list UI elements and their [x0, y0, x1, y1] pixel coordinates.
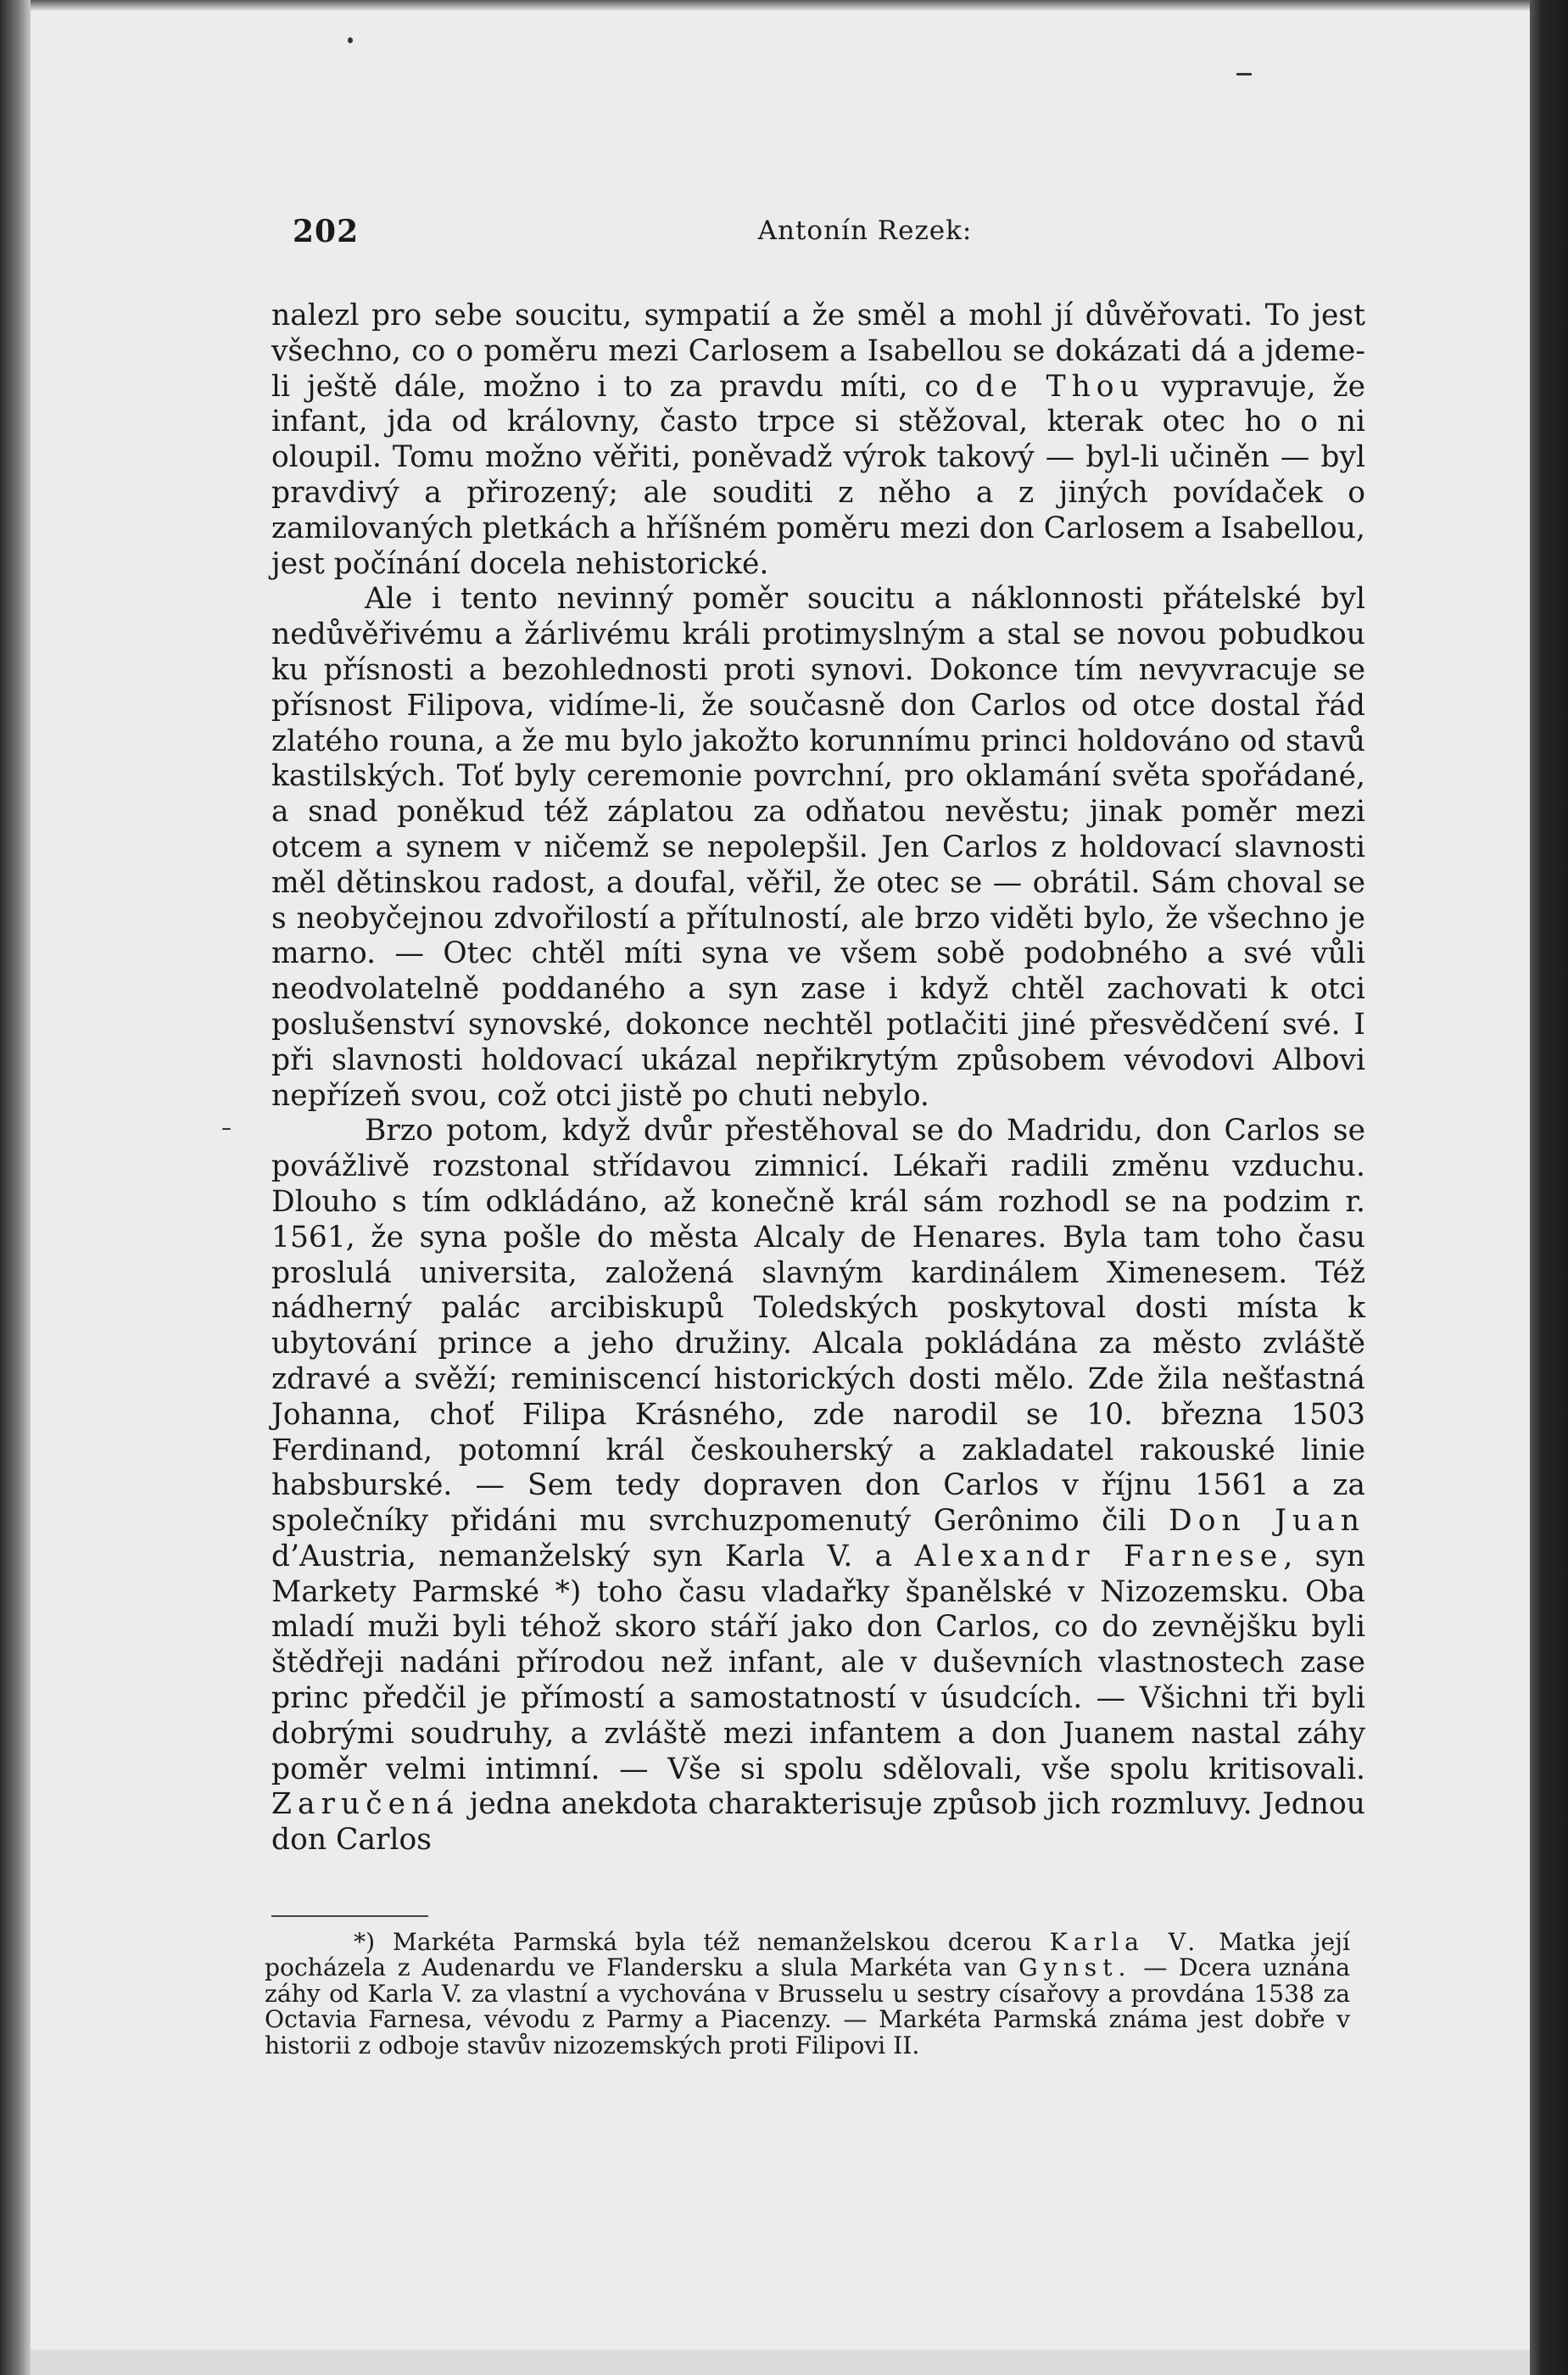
paragraph-text: Brzo potom, když dvůr přestěhoval se do Madridu, don Carlos se povážlivě rozstonal střídavou zimnicí. Lékaři radili změnu vzduchu. Dlouho s tím odkládáno, až konečně král sám rozhodl se na podzim r. 1561, že syna pošle do města Alcaly de Henares. Byla tam toho času proslulá universita, založená slavným kardinálem Ximenesem. Též nádherný palác arcibiskupů Toledských poskytoval dosti místa k ubytování prince a jeho družiny. Alcala pokládána za město zvláště zdravé a svěží; reminiscencí historických dosti mělo. Zde žila nešťastná Johanna, choť Filipa Krásného, zde narodil se 10. března 1503 Ferdinand, potomní král českouherský a zakladatel rakouské linie habsburské. — Sem tedy dopraven don Carlos v říjnu 1561 a za společníky přidáni mu svrchuzpomenutý Gerônimo čili [271, 1114, 1365, 1539]
spaced-name: Gynst. [1018, 1953, 1132, 1982]
spaced-name: Alexandr Farnese [914, 1539, 1284, 1573]
footnote [265, 1930, 1350, 2059]
running-title: Antonín Rezek: [757, 215, 973, 246]
paper-speck [348, 37, 353, 43]
spaced-name: Karla V. [1049, 1928, 1202, 1956]
scan-left-edge [0, 0, 31, 2375]
footnotes [265, 1930, 1350, 2059]
footnote-text: Matka její pocházela z Audenardu ve Flandersku a slula Markéta van [265, 1928, 1350, 1982]
spaced-emphasis: Zaručená [271, 1787, 460, 1822]
paragraph [271, 299, 1365, 582]
page-number: 202 [293, 214, 360, 249]
paragraph [271, 1114, 1365, 1858]
paragraph-text: nalezl pro sebe soucitu, sympatií a že směl a mohl jí důvěřovati. To jest všechno, co o poměru mezi Carlosem a Isabellou se dokázati dá a jdeme-li ještě dále, možno i to za pravdu míti, co [271, 299, 1365, 404]
paragraph: Ale i tento nevinný poměr soucitu a náklonnosti přátelské byl nedůvěřivému a žárlivému králi protimyslným a stal se novou pobudkou ku přísnosti a bezohlednosti proti synovi. Dokonce tím nevyvracuje se přísnost Filipova, vidíme-li, že současně don Carlos od otce dostal řád zlatého rouna, a že mu bylo jakožto korunnímu princi holdováno od stavů kastilských. Toť byly ceremonie povrchní, pro oklamání světa spořádané, a snad poněkud též záplatou za odňatou nevěstu; jinak poměr mezi otcem a synem v ničemž se nepolepšil. Jen Carlos z holdovací slavnosti měl dětinskou radost, a doufal, věřil, že otec se — obrátil. Sám choval se s neobyčejnou zdvořilostí a přítulností, ale brzo viděti bylo, že všechno je marno. — Otec chtěl míti syna ve všem sobě podobného a své vůli neodvolatelně poddaného a syn zase i když chtěl zachovati k otci poslušenství synovské, dokonce nechtěl potlačiti jiné přesvědčení své. I při slavnosti holdovací ukázal nepřikrytým způsobem vévodovi Albovi nepřízeň svou, což otci jistě po chuti nebylo. [271, 582, 1365, 1113]
footnote-rule [271, 1915, 428, 1917]
spaced-name: Don Juan [1169, 1504, 1365, 1539]
footnote-text: *) Markéta Parmská byla též nemanželskou dcerou [354, 1928, 1050, 1956]
running-head [293, 214, 1336, 251]
paper-speck [222, 1128, 231, 1130]
body-text [271, 299, 1365, 1858]
spaced-name: de Thou [975, 369, 1145, 404]
scan-right-edge [1530, 0, 1568, 2375]
paragraph-text: jedna anekdota charakterisuje způsob jich rozmluvy. Jednou don Carlos [271, 1787, 1365, 1858]
paper-speck [1236, 73, 1252, 75]
paragraph-text: , syn Markety Parmské *) toho času vladařky španělské v Nizozemsku. Oba mladí muži byli téhož skoro stáří jako don Carlos, co do zevnějšku byli štědřeji nadáni přírodou než infant, ale v duševních vlastnostech zase princ předčil je přímostí a samostatností v úsudcích. — Všichni tři byli dobrými soudruhy, a zvláště mezi infantem a don Juanem nastal záhy poměr velmi intimní. — Vše si spolu sdělovali, vše spolu kritisovali. [271, 1539, 1365, 1786]
footnote-text: — Dcera uznána záhy od Karla V. za vlastní a vychována v Brusselu u sestry císařovy a provdána 1538 za Octavia Farnesa, vévodu z Parmy a Piacenzy. — Markéta Parmská známa jest dobře v historii z odboje stavův nizozemských proti Filipovi II. [265, 1953, 1351, 2059]
paragraph-text: d’Austria, nemanželský syn Karla V. a [271, 1539, 915, 1573]
scan-top-edge [31, 0, 1530, 10]
paragraph-text: vypravuje, že infant, jda od královny, často trpce si stěžoval, kterak otec ho o ni oloupil. Tomu možno věřiti, poněvadž výrok takový — byl-li učiněn — byl pravdivý a přirozený; ale souditi z něho a z jiných povídaček o zamilovaných pletkách a hříšném poměru mezi don Carlosem a Isabellou, jest počínání docela nehistorické. [271, 369, 1365, 581]
